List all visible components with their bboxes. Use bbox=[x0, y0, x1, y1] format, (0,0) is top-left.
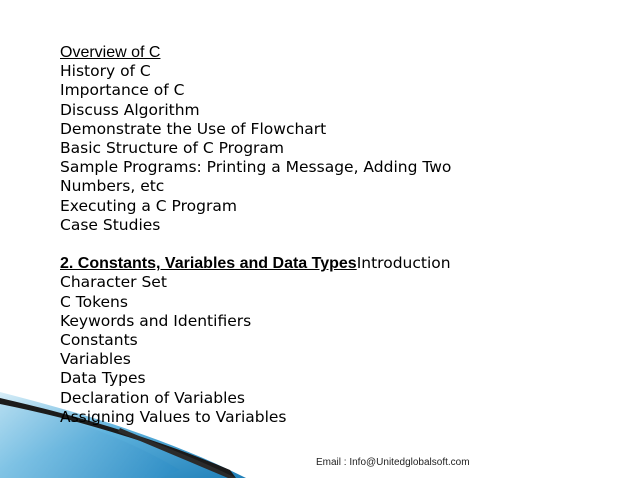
list-item: Case Studies bbox=[60, 215, 161, 234]
list-item: Basic Structure of C Program bbox=[60, 139, 285, 158]
list-item: Assigning Values to Variables bbox=[60, 407, 287, 426]
list-item: Numbers, etc bbox=[60, 177, 165, 196]
list-item: C Tokens bbox=[60, 292, 128, 311]
list-item: Declaration of Variables bbox=[60, 388, 245, 407]
list-item: Importance of C bbox=[60, 81, 185, 100]
footer-email: Email : Info@Unitedglobalsoft.com bbox=[316, 457, 470, 468]
list-item: Character Set bbox=[60, 273, 167, 292]
list-item: Sample Programs: Printing a Message, Adding Two bbox=[60, 158, 452, 177]
section2-heading: 2. Constants, Variables and Data Types bbox=[60, 255, 357, 273]
slide-content bbox=[60, 43, 620, 427]
spacer bbox=[60, 235, 620, 254]
list-item: Variables bbox=[60, 350, 131, 369]
list-item: Data Types bbox=[60, 369, 146, 388]
section1-heading: Overview of C bbox=[60, 44, 161, 61]
list-item: Executing a C Program bbox=[60, 196, 237, 215]
section2-heading-line bbox=[60, 254, 620, 273]
list-item: Constants bbox=[60, 331, 138, 350]
list-item: Discuss Algorithm bbox=[60, 100, 200, 119]
section2-heading-tail: Introduction bbox=[356, 254, 451, 273]
list-item: Keywords and Identifiers bbox=[60, 311, 252, 330]
list-item: History of C bbox=[60, 62, 151, 81]
list-item: Demonstrate the Use of Flowchart bbox=[60, 119, 327, 138]
